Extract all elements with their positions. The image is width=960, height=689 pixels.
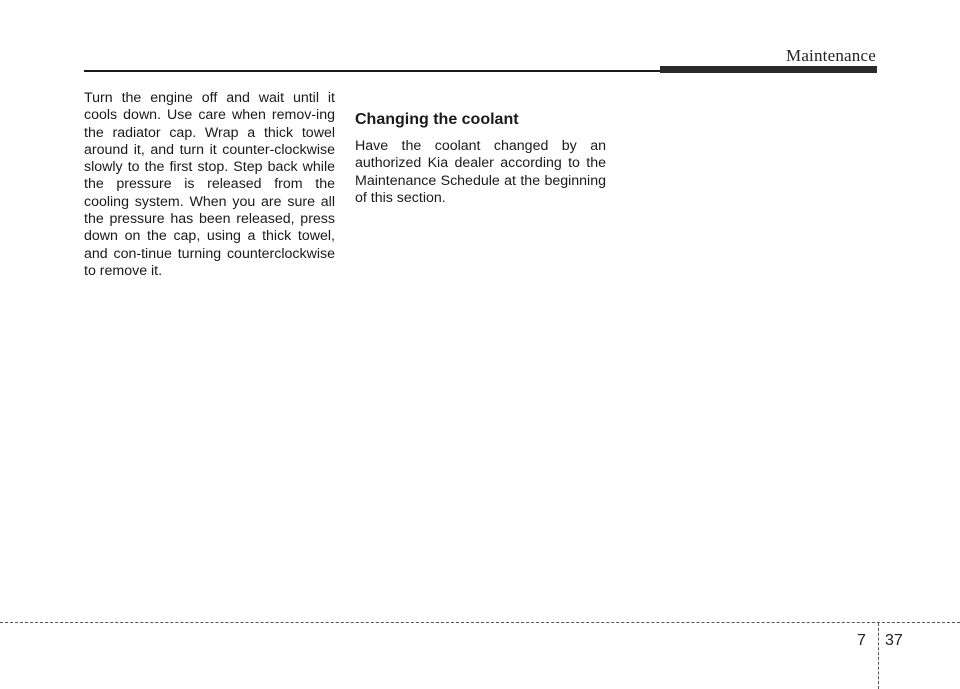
page-number: 37 (885, 632, 903, 649)
section-title: Maintenance (786, 46, 876, 65)
left-paragraph: Turn the engine off and wait until it cools down. Use care when remov-ing the radiator cap. Wrap a thick towel around it, and turn it counter-clockwise slowly to the first stop. Step back while the pressure is released from the cooling system. When you are sure all the pressure has been released, press down on the cap, using a thick towel, and con-tinue turning counterclockwise to remove it. (84, 90, 335, 279)
right-column (355, 111, 606, 207)
chapter-number: 7 (857, 632, 866, 649)
header-rule-thick (660, 66, 877, 73)
left-column (84, 90, 335, 280)
header-rule-thin (84, 70, 664, 72)
section-heading: Changing the coolant (355, 111, 519, 128)
right-paragraph: Have the coolant changed by an authorized Kia dealer according to the Maintenance Schedule at the beginning of this section. (355, 138, 606, 206)
footer-divider (0, 622, 960, 623)
footer-vertical-divider (878, 623, 879, 689)
